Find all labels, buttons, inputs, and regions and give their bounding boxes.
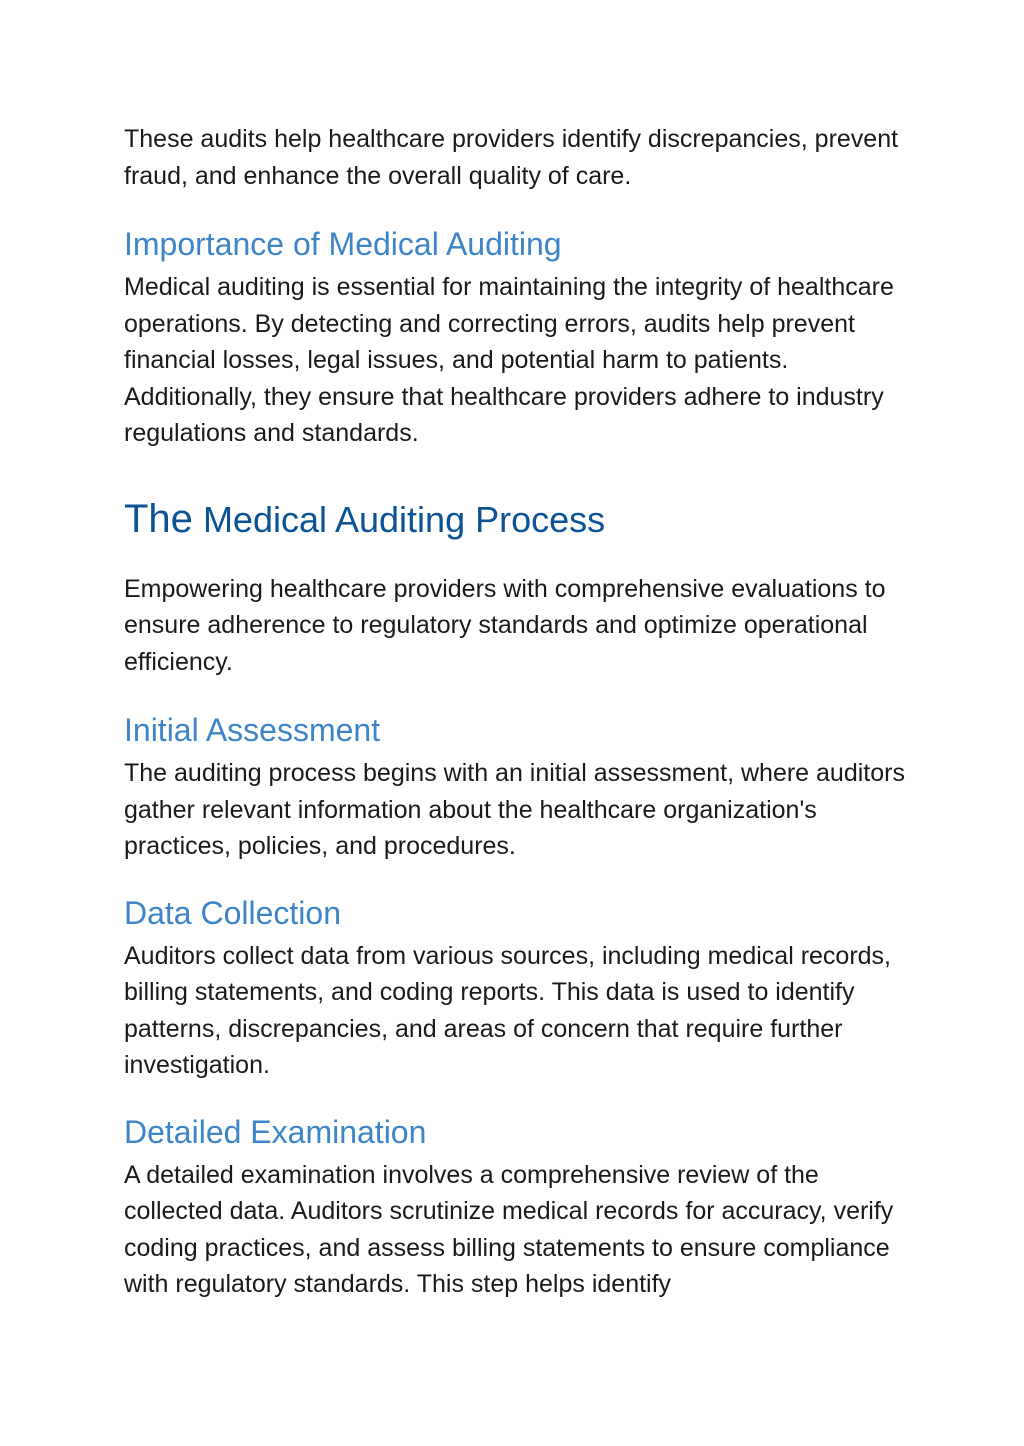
data-collection-heading: Data Collection — [124, 894, 341, 931]
process-intro-body: Empowering healthcare providers with comprehensive evaluations to ensure adherence to regulatory standards and optimize operational efficiency. — [124, 574, 886, 676]
importance-heading: Importance of Medical Auditing — [124, 226, 562, 262]
intro-paragraph: These audits help healthcare providers identify discrepancies, prevent fraud, and enhance the overall quality of care. — [124, 125, 899, 190]
detailed-examination-heading: Detailed Examination — [124, 1113, 427, 1150]
initial-assessment-heading: Initial Assessment — [124, 712, 381, 748]
detailed-examination-body: A detailed examination involves a comprehensive review of the collected data. Auditors scrutinize medical records for accuracy, verify coding practices, and assess billing statements to ensure compliance with regulatory standards. This step helps identify — [124, 1160, 894, 1298]
importance-body: Medical auditing is essential for maintaining the integrity of healthcare operations. By detecting and correcting errors, audits help prevent financial losses, legal issues, and potential harm to patients. Additionally, they ensure that healthcare providers adhere to industry regulations and standards. — [124, 273, 894, 447]
data-collection-body: Auditors collect data from various sources, including medical records, billing statements, and coding reports. This data is used to identify patterns, discrepancies, and areas of concern that require further investigation. — [124, 941, 892, 1079]
initial-assessment-body: The auditing process begins with an initial assessment, where auditors gather relevant information about the healthcare organization's practices, policies, and procedures. — [124, 759, 905, 860]
process-title-first-word: The — [124, 496, 193, 541]
process-title-rest: Medical Auditing Process — [192, 498, 606, 540]
process-title — [124, 495, 914, 544]
document-page — [124, 121, 914, 1331]
